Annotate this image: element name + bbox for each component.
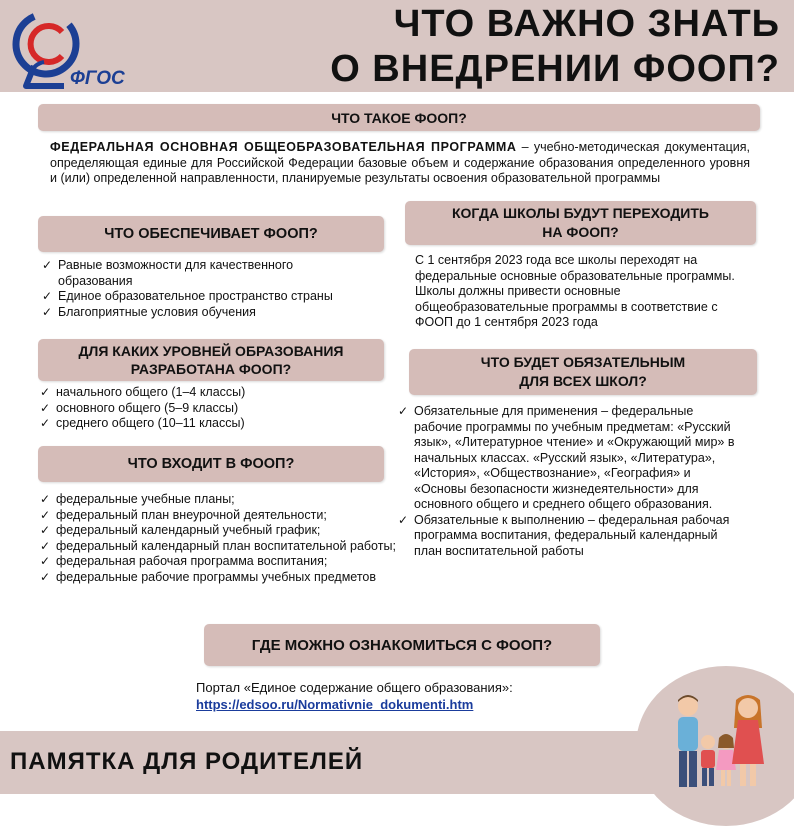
provides-heading-text: ЧТО ОБЕСПЕЧИВАЕТ ФООП? (104, 226, 318, 242)
mandatory-heading (409, 349, 757, 395)
mandatory-heading-line-2: ДЛЯ ВСЕХ ШКОЛ? (519, 373, 647, 389)
list-item: ✓ федеральный календарный учебный график; (38, 523, 403, 539)
levels-list (38, 385, 368, 432)
list-item: ✓ федеральный план внеурочной деятельности; (38, 508, 403, 524)
list-item: ✓ Равные возможности для качественного образования (40, 258, 360, 289)
list-item: ✓ федеральная рабочая программа воспитания; (38, 554, 403, 570)
page-title (330, 2, 780, 92)
contents-heading (38, 446, 384, 482)
list-item: ✓ федеральный календарный план воспитательной работы; (38, 539, 403, 555)
mandatory-heading-line-1: ЧТО БУДЕТ ОБЯЗАТЕЛЬНЫМ (480, 354, 686, 370)
when-heading-line-1: КОГДА ШКОЛЫ БУДУТ ПЕРЕХОДИТЬ (452, 205, 709, 221)
provides-heading (38, 216, 384, 252)
list-item: ✓ основного общего (5–9 классы) (38, 401, 368, 417)
what-is-definition (50, 140, 750, 187)
list-item: ✓ начального общего (1–4 классы) (38, 385, 368, 401)
list-item: ✓ Обязательные к выполнению – федеральная рабочая программа воспитания, федеральный календарный план воспитательной работы (396, 513, 742, 560)
definition-text: – учебно-методическая документация, определяющая единые для Российской Федерации базовые объем и содержание образования определенного уровня и (или) определенной направленности, планируемые результаты освоения образовательной программы (50, 140, 750, 185)
where-heading-text: ГДЕ МОЖНО ОЗНАКОМИТЬСЯ С ФООП? (251, 636, 553, 654)
levels-heading (38, 339, 384, 381)
list-item: ✓ Единое образовательное пространство страны (40, 289, 360, 305)
when-heading (405, 201, 756, 245)
list-item: ✓ Обязательные для применения – федеральные рабочие программы по учебным предметам: «Русский язык», «Литературное чтение» и «Окружающий мир» в начальных классах. «Русский язык», «Литература», «История», «Обществознание», «География» и «Основы безопасности жизнедеятельности» для основного общего и среднего общего образования. (396, 404, 742, 513)
when-text: С 1 сентября 2023 года все школы переходят на федеральные основные образовательные программы. Школы должны привести основные общеобразовательные программы в соответствие с ФООП до 1 сентября 2023 года (415, 253, 735, 329)
what-is-heading (38, 104, 760, 131)
portal-text: Портал «Единое содержание общего образования»: (196, 680, 513, 695)
memo-title: ПАМЯТКА ДЛЯ РОДИТЕЛЕЙ (10, 748, 364, 775)
what-is-heading-text: ЧТО ТАКОЕ ФООП? (331, 109, 467, 126)
levels-heading-line-1: ДЛЯ КАКИХ УРОВНЕЙ ОБРАЗОВАНИЯ (78, 343, 344, 359)
when-heading-line-2: НА ФООП? (542, 224, 619, 240)
list-item: ✓ среднего общего (10–11 классы) (38, 416, 368, 432)
logo-text: ФГОС (70, 68, 125, 89)
family-illustration (664, 692, 790, 792)
list-item: ✓ федеральные учебные планы; (38, 492, 403, 508)
fgos-logo (4, 4, 134, 92)
portal-link[interactable]: https://edsoo.ru/Normativnie_dokumenti.htm (196, 697, 474, 712)
provides-list (40, 258, 360, 320)
definition-term: ФЕДЕРАЛЬНАЯ ОСНОВНАЯ ОБЩЕОБРАЗОВАТЕЛЬНАЯ ПРОГРАММА (50, 140, 517, 154)
title-line-1: ЧТО ВАЖНО ЗНАТЬ (393, 3, 780, 45)
list-item: ✓ Благоприятные условия обучения (40, 305, 360, 321)
where-heading (204, 624, 600, 666)
levels-heading-line-2: РАЗРАБОТАНА ФООП? (130, 361, 292, 377)
contents-list (38, 492, 403, 585)
title-line-2: О ВНЕДРЕНИИ ФООП? (330, 48, 780, 90)
list-item: ✓ федеральные рабочие программы учебных предметов (38, 570, 403, 586)
contents-heading-text: ЧТО ВХОДИТ В ФООП? (127, 456, 295, 472)
mandatory-list (396, 404, 742, 559)
